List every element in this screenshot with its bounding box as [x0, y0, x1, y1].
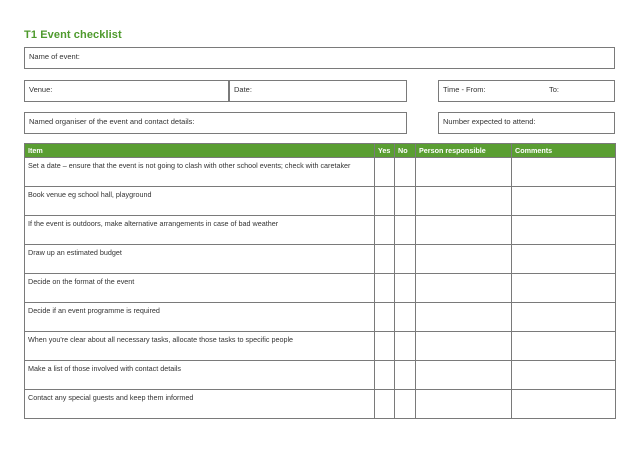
checklist-item: Contact any special guests and keep them informed [25, 390, 375, 419]
checklist-item: Book venue eg school hall, playground [25, 187, 375, 216]
name-of-event-field[interactable] [24, 47, 615, 69]
organiser-label: Named organiser of the event and contact details: [29, 117, 195, 126]
yes-cell[interactable] [375, 332, 395, 361]
no-cell[interactable] [395, 390, 416, 419]
no-cell[interactable] [395, 245, 416, 274]
checklist-item: If the event is outdoors, make alternative arrangements in case of bad weather [25, 216, 375, 245]
comments-cell[interactable] [512, 274, 616, 303]
person-responsible-cell[interactable] [416, 361, 512, 390]
header-person-responsible: Person responsible [416, 144, 512, 158]
comments-cell[interactable] [512, 332, 616, 361]
no-cell[interactable] [395, 332, 416, 361]
person-responsible-cell[interactable] [416, 303, 512, 332]
no-cell[interactable] [395, 158, 416, 187]
checklist-item: Make a list of those involved with contact details [25, 361, 375, 390]
person-responsible-cell[interactable] [416, 245, 512, 274]
header-yes: Yes [375, 144, 395, 158]
number-expected-field[interactable] [438, 112, 615, 134]
number-expected-label: Number expected to attend: [443, 117, 536, 126]
yes-cell[interactable] [375, 303, 395, 332]
comments-cell[interactable] [512, 361, 616, 390]
table-row [25, 245, 616, 274]
date-label: Date: [234, 85, 252, 94]
date-field[interactable] [229, 80, 407, 102]
comments-cell[interactable] [512, 187, 616, 216]
table-header-row [25, 144, 616, 158]
table-row [25, 158, 616, 187]
comments-cell[interactable] [512, 390, 616, 419]
header-comments: Comments [512, 144, 616, 158]
person-responsible-cell[interactable] [416, 390, 512, 419]
checklist-table [24, 143, 616, 419]
no-cell[interactable] [395, 216, 416, 245]
no-cell[interactable] [395, 361, 416, 390]
table-row [25, 390, 616, 419]
yes-cell[interactable] [375, 187, 395, 216]
organiser-field[interactable] [24, 112, 407, 134]
yes-cell[interactable] [375, 245, 395, 274]
name-of-event-label: Name of event: [29, 52, 80, 61]
person-responsible-cell[interactable] [416, 332, 512, 361]
checklist-item: Draw up an estimated budget [25, 245, 375, 274]
checklist-item: When you're clear about all necessary tasks, allocate those tasks to specific people [25, 332, 375, 361]
table-row [25, 187, 616, 216]
person-responsible-cell[interactable] [416, 274, 512, 303]
yes-cell[interactable] [375, 216, 395, 245]
table-row [25, 303, 616, 332]
yes-cell[interactable] [375, 361, 395, 390]
time-field[interactable] [438, 80, 615, 102]
table-row [25, 216, 616, 245]
time-to-label: To: [549, 85, 560, 94]
checklist-item: Decide if an event programme is required [25, 303, 375, 332]
comments-cell[interactable] [512, 245, 616, 274]
page-title: T1 Event checklist [24, 29, 122, 41]
person-responsible-cell[interactable] [416, 187, 512, 216]
table-row [25, 332, 616, 361]
table-row [25, 274, 616, 303]
checklist-item: Set a date – ensure that the event is not going to clash with other school events; check with caretaker [25, 158, 375, 187]
no-cell[interactable] [395, 303, 416, 332]
comments-cell[interactable] [512, 303, 616, 332]
yes-cell[interactable] [375, 158, 395, 187]
yes-cell[interactable] [375, 390, 395, 419]
person-responsible-cell[interactable] [416, 216, 512, 245]
time-from-label: Time - From: [443, 85, 486, 94]
person-responsible-cell[interactable] [416, 158, 512, 187]
header-item: Item [25, 144, 375, 158]
no-cell[interactable] [395, 274, 416, 303]
table-row [25, 361, 616, 390]
comments-cell[interactable] [512, 158, 616, 187]
comments-cell[interactable] [512, 216, 616, 245]
yes-cell[interactable] [375, 274, 395, 303]
checklist-item: Decide on the format of the event [25, 274, 375, 303]
venue-label: Venue: [29, 85, 53, 94]
header-no: No [395, 144, 416, 158]
no-cell[interactable] [395, 187, 416, 216]
venue-field[interactable] [24, 80, 229, 102]
